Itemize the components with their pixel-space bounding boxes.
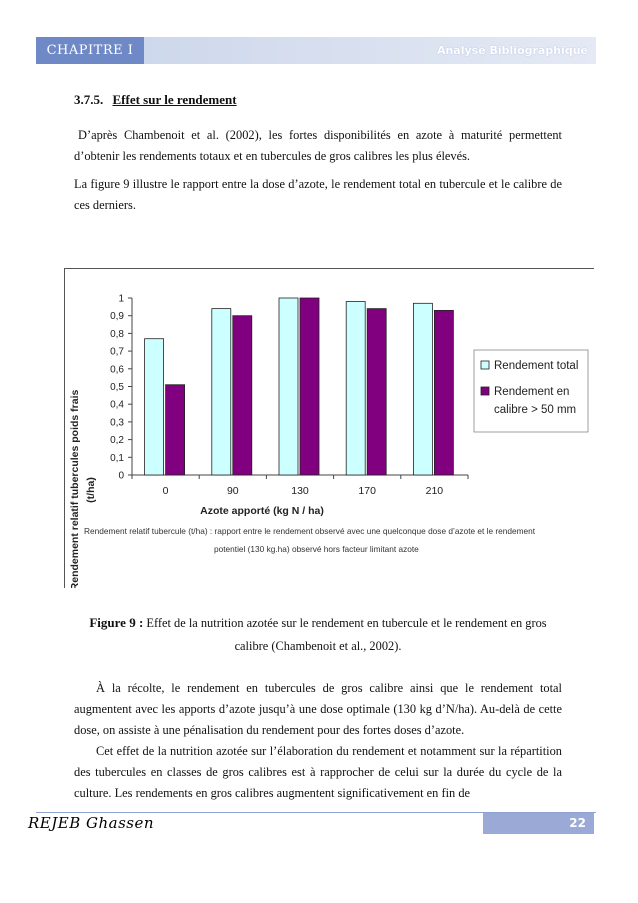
y-tick-label: 0,3: [110, 417, 124, 429]
y-tick-label: 0,8: [110, 328, 124, 340]
legend-swatch-calibre: [481, 387, 489, 395]
x-tick-label: 90: [226, 485, 239, 497]
paragraph-3: À la récolte, le rendement en tubercules de gros calibre ainsi que le rendement total augmentent avec les apports d’azote jusqu’à une dose optimale (130 kg d’N/ha). Au-delà de cette dose, on assiste à une pénalisation du rendement pour des fortes doses d’azote.: [74, 681, 562, 737]
x-tick-label: 170: [358, 485, 376, 497]
chapter-label: CHAPITRE I: [36, 37, 144, 64]
x-axis-title: Azote apporté (kg N / ha): [200, 505, 324, 517]
bar-total-130: [279, 298, 298, 475]
section-number: 3.7.5.: [74, 92, 104, 107]
bar-calibre-170: [367, 309, 386, 475]
y-tick-label: 0,7: [110, 346, 124, 358]
chart-note-line-1: Rendement relatif tubercule (t/ha) : rapport entre le rendement observé avec une quelconque dose d’azote et le rendement: [84, 526, 536, 536]
bar-chart: [64, 268, 594, 588]
chart-note-line-2: potentiel (130 kg.ha) observé hors facteur limitant azote: [214, 544, 419, 554]
y-tick-label: 0,6: [110, 364, 124, 376]
page-number: 22: [483, 813, 594, 834]
paragraph-4: Cet effet de la nutrition azotée sur l’élaboration du rendement et notamment sur la répartition des tubercules en classes de gros calibres est à rapprocher de celui sur la durée du cycle de la culture. Les rendements en gros calibres augmentent significativement en fin de: [74, 744, 562, 800]
bar-calibre-130: [300, 298, 319, 475]
y-tick-label: 0,4: [110, 399, 124, 411]
y-tick-label: 0: [118, 470, 124, 482]
x-tick-label: 130: [291, 485, 309, 497]
bar-total-170: [346, 302, 365, 475]
paragraph-1: D’après Chambenoit et al. (2002), les fortes disponibilités en azote à maturité permettent d’obtenir les rendements totaux et en tubercules de gros calibres les plus élevés.: [74, 128, 562, 163]
bar-total-90: [212, 309, 231, 475]
section-title: [74, 92, 237, 108]
footer-author: REJEB Ghassen: [28, 814, 155, 832]
figure-frame-top: [64, 268, 594, 269]
y-tick-label: 0,5: [110, 382, 124, 393]
x-tick-label: 210: [425, 485, 444, 497]
bar-calibre-0: [166, 385, 185, 475]
header-bar: [36, 37, 596, 64]
section-heading: Analyse Bibliographique: [436, 44, 588, 57]
paragraph-2: La figure 9 illustre le rapport entre la dose d’azote, le rendement total en tubercule et le calibre de ces derniers.: [74, 177, 562, 212]
section-title-text: Effet sur le rendement: [112, 92, 237, 107]
y-tick-label: 0,9: [110, 311, 124, 323]
legend-label-calibre-1: Rendement en: [494, 386, 570, 398]
figure-label: Figure 9 :: [89, 615, 144, 630]
y-tick-label: 1: [118, 293, 124, 305]
y-axis-title-unit: (t/ha): [85, 477, 97, 503]
x-tick-label: 0: [162, 485, 169, 497]
bar-total-210: [413, 303, 432, 475]
legend-swatch-total: [481, 361, 489, 369]
bar-calibre-90: [233, 316, 252, 475]
bar-total-0: [145, 339, 164, 475]
legend-label-total: Rendement total: [494, 360, 579, 372]
y-tick-label: 0,2: [110, 435, 124, 447]
figure-caption-text: Effet de la nutrition azotée sur le rendement en tubercule et le rendement en gros calibre (Chambenoit et al., 2002).: [146, 616, 547, 653]
legend-label-calibre-2: calibre > 50 mm: [494, 404, 577, 416]
figure-9: [64, 268, 594, 588]
y-tick-label: 0,1: [110, 452, 124, 464]
y-axis-title: Rendement relatif tubercules poids frais: [69, 389, 81, 588]
figure-caption: [74, 611, 562, 658]
bar-calibre-210: [434, 310, 453, 475]
figure-frame-left: [64, 268, 65, 588]
